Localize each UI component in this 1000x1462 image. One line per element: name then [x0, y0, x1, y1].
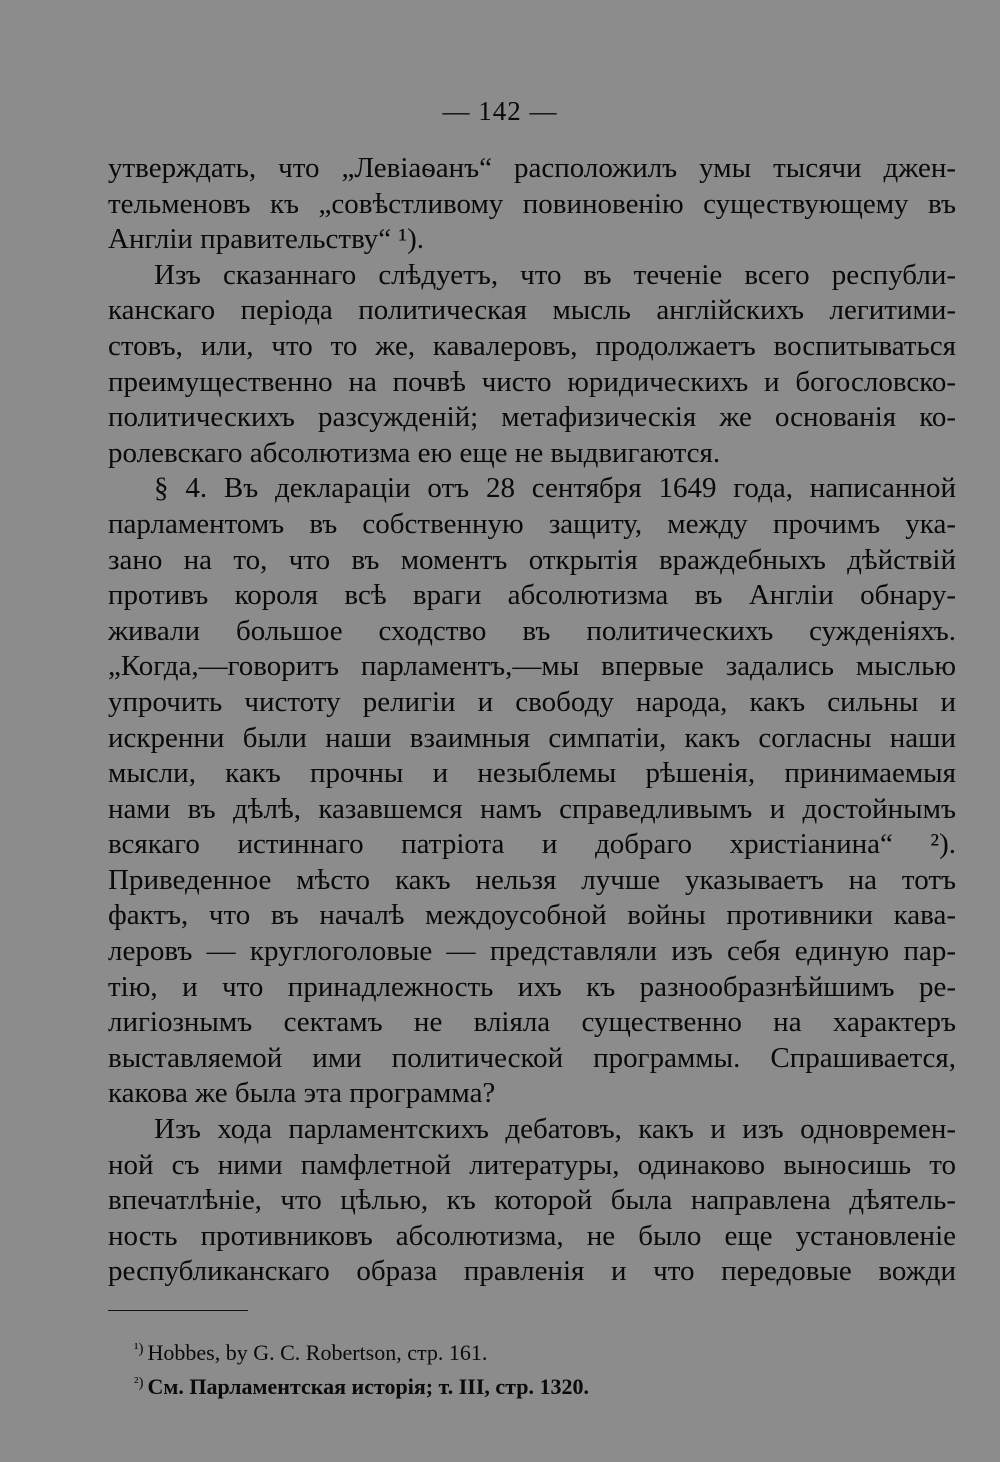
text-line: стовъ, или, что то же, кавалеровъ, продолжаетъ воспитываться	[108, 329, 956, 362]
text-line: политическихъ разсужденій; метафизическія же основанія ко-	[108, 401, 956, 434]
text-line: канскаго періода политическая мысль англійскихъ легитими-	[108, 294, 956, 327]
text-line: упрочить чистоту религіи и свободу народа, какъ сильны и	[108, 685, 956, 718]
text-line: „Когда,—говоритъ парламентъ,—мы впервые задались мыслью	[108, 650, 956, 683]
footnote-text: Hobbes, by G. C. Robertson, стр. 161.	[147, 1340, 488, 1365]
text-line: тію, и что принадлежность ихъ къ разнообразнѣйшимъ ре-	[108, 970, 956, 1003]
text-line: Приведенное мѣсто какъ нельзя лучше указываетъ на тотъ	[108, 863, 956, 896]
footnote-mark: ¹)	[134, 1341, 144, 1357]
text-line: противъ короля всѣ враги абсолютизма въ Англіи обнару-	[108, 579, 956, 612]
text-line: мысли, какъ прочны и незыблемы рѣшенія, принимаемыя	[108, 757, 956, 790]
text-line: Изъ сказаннаго слѣдуетъ, что въ теченіе всего республи-	[154, 258, 956, 291]
footnotes	[134, 1332, 589, 1400]
text-line: зано на то, что въ моментъ открытія враждебныхъ дѣйствій	[108, 543, 956, 576]
text-line: ролевскаго абсолютизма ею еще не выдвигаются.	[108, 436, 721, 469]
text-line: выставляемой ими политической программы. Спрашивается,	[108, 1041, 956, 1074]
text-line: тельменовъ къ „совѣстливому повиновенію существующему въ	[108, 187, 956, 220]
text-line: § 4. Въ деклараціи отъ 28 сентября 1649 года, написанной	[154, 472, 956, 505]
footnote-divider	[108, 1310, 248, 1311]
text-line: лигіознымъ сектамъ не вліяла существенно на характеръ	[108, 1006, 956, 1039]
text-line: республиканскаго образа правленія и что передовые вожди	[108, 1255, 956, 1288]
footnote-mark: ²)	[134, 1375, 144, 1391]
footnote	[134, 1366, 589, 1400]
text-line: нами въ дѣлѣ, казавшемся намъ справедливымъ и достойнымъ	[108, 792, 956, 825]
footnote-text: См. Парламентская исторія; т. III, стр. 1320.	[147, 1374, 589, 1399]
text-line: Изъ хода парламентскихъ дебатовъ, какъ и изъ одновремен-	[154, 1113, 956, 1146]
text-line: преимущественно на почвѣ чисто юридическихъ и богословско-	[108, 365, 956, 398]
text-line: искренни были наши взаимныя симпатіи, какъ согласны наши	[108, 721, 956, 754]
text-line: утверждать, что „Левіаѳанъ“ расположилъ умы тысячи джен-	[108, 152, 956, 184]
body-text	[108, 151, 956, 1290]
text-line: живали большое сходство въ политическихъ сужденіяхъ.	[108, 614, 956, 647]
text-line: леровъ — круглоголовые — представляли изъ себя единую пар-	[108, 935, 956, 968]
text-line: парламентомъ въ собственную защиту, между прочимъ ука-	[108, 507, 956, 540]
text-line: фактъ, что въ началѣ междоусобной войны противники кава-	[108, 899, 956, 932]
text-line: ность противниковъ абсолютизма, не было еще установленіе	[108, 1219, 956, 1252]
text-line: всякаго истиннаго патріота и добраго христіанина“ ²).	[108, 828, 956, 861]
text-line: ной съ ними памфлетной литературы, одинаково выносишь то	[108, 1148, 956, 1181]
text-line: впечатлѣніе, что цѣлью, къ которой была направлена дѣятель-	[108, 1184, 956, 1217]
text-line: какова же была эта программа?	[108, 1077, 496, 1110]
footnote	[134, 1332, 589, 1366]
text-line: Англіи правительству“ ¹).	[108, 223, 424, 256]
page-number: — 142 —	[442, 96, 558, 126]
